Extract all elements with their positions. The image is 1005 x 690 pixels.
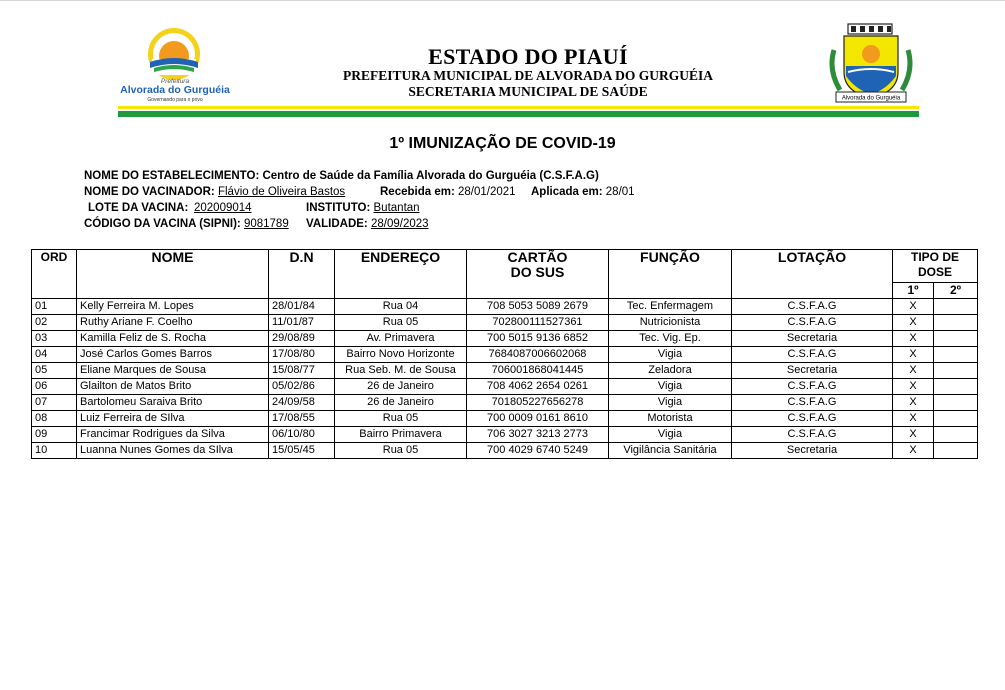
logo-city-text: Alvorada do Gurguéia <box>120 84 230 96</box>
cell-cartao: 708 5053 5089 2679 <box>467 299 609 315</box>
cell-nome: José Carlos Gomes Barros <box>77 347 269 363</box>
cell-dn: 17/08/55 <box>269 411 335 427</box>
state-title: ESTADO DO PIAUÍ <box>428 44 628 69</box>
cell-dn: 24/09/58 <box>269 395 335 411</box>
cell-funcao: Vigia <box>609 395 732 411</box>
header-endereco: ENDEREÇO <box>335 250 467 299</box>
cell-endereco: Rua Seb. M. de Sousa <box>335 363 467 379</box>
cell-nome: Francimar Rodrigues da Silva <box>77 427 269 443</box>
cell-cartao: 700 0009 0161 8610 <box>467 411 609 427</box>
cell-funcao: Zeladora <box>609 363 732 379</box>
header-dose-2: 2º <box>934 283 978 299</box>
table-row <box>32 443 978 459</box>
vacinador-label: NOME DO VACINADOR: <box>84 186 215 198</box>
cell-dose-1: X <box>893 379 934 395</box>
page-top-border <box>0 0 1005 1</box>
cell-dose-1: X <box>893 347 934 363</box>
validade-value: 28/09/2023 <box>370 218 429 230</box>
cell-funcao: Vigia <box>609 427 732 443</box>
cell-dose-1: X <box>893 411 934 427</box>
cell-lotacao: C.S.F.A.G <box>732 315 893 331</box>
cell-ord: 09 <box>32 427 77 443</box>
cell-ord: 10 <box>32 443 77 459</box>
cell-ord: 05 <box>32 363 77 379</box>
cell-dn: 17/08/80 <box>269 347 335 363</box>
header-dose-1: 1º <box>893 283 934 299</box>
header-funcao: FUNÇÃO <box>609 250 732 299</box>
cell-ord: 02 <box>32 315 77 331</box>
header-tipo-line1: TIPO DE <box>911 250 960 264</box>
table-row <box>32 363 978 379</box>
instituto-label: INSTITUTO: <box>306 202 371 214</box>
info-estabelecimento <box>84 170 599 182</box>
cell-nome: Eliane Marques de Sousa <box>77 363 269 379</box>
cell-dose-2 <box>934 299 978 315</box>
cell-dn: 29/08/89 <box>269 331 335 347</box>
cell-endereco: Rua 05 <box>335 315 467 331</box>
cell-nome: Luiz Ferreira de SIlva <box>77 411 269 427</box>
cell-dose-1: X <box>893 363 934 379</box>
vacinador-value: Flávio de Oliveira Bastos <box>217 186 346 198</box>
cell-endereco: Bairro Novo Horizonte <box>335 347 467 363</box>
table-row <box>32 395 978 411</box>
cell-cartao: 700 4029 6740 5249 <box>467 443 609 459</box>
header-tipo-dose <box>893 250 978 283</box>
header-cartao-line2: DO SUS <box>510 264 565 280</box>
cell-endereco: Av. Primavera <box>335 331 467 347</box>
cell-funcao: Tec. Enfermagem <box>609 299 732 315</box>
cell-funcao: Vigia <box>609 379 732 395</box>
cell-lotacao: Secretaria <box>732 443 893 459</box>
cell-dn: 06/10/80 <box>269 427 335 443</box>
cell-dose-2 <box>934 315 978 331</box>
logo-prefeitura-text: Prefeitura <box>160 78 190 85</box>
cell-ord: 01 <box>32 299 77 315</box>
cell-endereco: Rua 04 <box>335 299 467 315</box>
lote-label: LOTE DA VACINA: <box>88 202 189 214</box>
cell-cartao: 700 5015 9136 6852 <box>467 331 609 347</box>
cell-lotacao: C.S.F.A.G <box>732 395 893 411</box>
cell-dose-2 <box>934 379 978 395</box>
codigo-label: CÓDIGO DA VACINA (SIPNI): <box>84 218 241 230</box>
info-aplicada <box>531 186 635 198</box>
info-recebida <box>380 186 516 198</box>
aplicada-label: Aplicada em: <box>531 186 603 198</box>
cell-lotacao: C.S.F.A.G <box>732 427 893 443</box>
recebida-label: Recebida em: <box>380 186 455 198</box>
table-row <box>32 347 978 363</box>
cell-endereco: 26 de Janeiro <box>335 395 467 411</box>
cell-funcao: Vigilância Sanitária <box>609 443 732 459</box>
cell-ord: 03 <box>32 331 77 347</box>
cell-dose-2 <box>934 331 978 347</box>
cell-dose-2 <box>934 363 978 379</box>
table-body <box>32 299 978 459</box>
table-row <box>32 315 978 331</box>
cell-dose-2 <box>934 395 978 411</box>
cell-dose-2 <box>934 347 978 363</box>
header-lotacao: LOTAÇÃO <box>732 250 893 299</box>
cell-funcao: Motorista <box>609 411 732 427</box>
info-vacinador <box>84 186 345 198</box>
prefeitura-title: PREFEITURA MUNICIPAL DE ALVORADA DO GURGUÉIA <box>343 68 713 83</box>
cell-cartao: 706001868041445 <box>467 363 609 379</box>
coat-of-arms-city-text: Alvorada do Gurguéia <box>841 95 901 102</box>
info-instituto <box>306 202 420 214</box>
cell-ord: 07 <box>32 395 77 411</box>
header-green-stripe <box>118 111 919 117</box>
cell-dose-1: X <box>893 443 934 459</box>
cell-dn: 11/01/87 <box>269 315 335 331</box>
table-row <box>32 331 978 347</box>
cell-nome: Luanna Nunes Gomes da SIlva <box>77 443 269 459</box>
estabelecimento-value: Centro de Saúde da Família Alvorada do Gurguéia (C.S.F.A.G) <box>262 170 599 182</box>
validade-label: VALIDADE: <box>306 218 368 230</box>
logo-slogan-text: Governando para o povo <box>147 97 203 103</box>
cell-dn: 15/05/45 <box>269 443 335 459</box>
cell-lotacao: Secretaria <box>732 363 893 379</box>
cell-nome: Kamilla Feliz de S. Rocha <box>77 331 269 347</box>
instituto-value: Butantan <box>373 202 420 214</box>
cell-dose-1: X <box>893 331 934 347</box>
cell-dn: 15/08/77 <box>269 363 335 379</box>
cell-endereco: 26 de Janeiro <box>335 379 467 395</box>
cell-endereco: Bairro Primavera <box>335 427 467 443</box>
cell-lotacao: C.S.F.A.G <box>732 347 893 363</box>
header-ord: ORD <box>32 250 77 299</box>
cell-ord: 04 <box>32 347 77 363</box>
cell-ord: 08 <box>32 411 77 427</box>
table-row <box>32 427 978 443</box>
cell-dose-1: X <box>893 427 934 443</box>
header-yellow-stripe <box>118 106 919 109</box>
header-cartao <box>467 250 609 299</box>
cell-lotacao: C.S.F.A.G <box>732 411 893 427</box>
immunization-table <box>31 249 978 459</box>
cell-cartao: 702800111527361 <box>467 315 609 331</box>
info-validade <box>306 218 429 230</box>
cell-cartao: 708 4062 2654 0261 <box>467 379 609 395</box>
cell-dose-1: X <box>893 315 934 331</box>
cell-lotacao: C.S.F.A.G <box>732 379 893 395</box>
cell-cartao: 706 3027 3213 2773 <box>467 427 609 443</box>
municipal-coat-of-arms <box>826 20 916 108</box>
cell-lotacao: Secretaria <box>732 331 893 347</box>
cell-dose-2 <box>934 443 978 459</box>
cell-ord: 06 <box>32 379 77 395</box>
cell-dn: 05/02/86 <box>269 379 335 395</box>
recebida-value: 28/01/2021 <box>457 186 516 198</box>
cell-endereco: Rua 05 <box>335 443 467 459</box>
cell-dose-2 <box>934 427 978 443</box>
lote-value: 202009014 <box>194 202 252 214</box>
cell-nome: Ruthy Ariane F. Coelho <box>77 315 269 331</box>
codigo-value: 9081789 <box>243 218 289 230</box>
cell-funcao: Nutricionista <box>609 315 732 331</box>
cell-nome: Glailton de Matos Brito <box>77 379 269 395</box>
cell-lotacao: C.S.F.A.G <box>732 299 893 315</box>
header-tipo-line2: DOSE <box>918 265 953 279</box>
info-codigo <box>84 218 289 230</box>
header-dn: D.N <box>269 250 335 299</box>
info-lote-value-wrap <box>194 202 252 214</box>
table-row <box>32 411 978 427</box>
table-row <box>32 299 978 315</box>
cell-endereco: Rua 05 <box>335 411 467 427</box>
cell-nome: Kelly Ferreira M. Lopes <box>77 299 269 315</box>
cell-funcao: Tec. Vig. Ep. <box>609 331 732 347</box>
cell-cartao: 701805227656278 <box>467 395 609 411</box>
cell-dn: 28/01/84 <box>269 299 335 315</box>
document-title: 1º IMUNIZAÇÃO DE COVID-19 <box>389 135 616 152</box>
cell-funcao: Vigia <box>609 347 732 363</box>
info-lote <box>88 202 188 214</box>
cell-nome: Bartolomeu Saraiva Brito <box>77 395 269 411</box>
aplicada-value: 28/01 <box>605 186 635 198</box>
header-nome: NOME <box>77 250 269 299</box>
cell-dose-1: X <box>893 299 934 315</box>
cell-dose-1: X <box>893 395 934 411</box>
table-row <box>32 379 978 395</box>
prefeitura-logo <box>112 26 238 106</box>
cell-cartao: 7684087006602068 <box>467 347 609 363</box>
estabelecimento-label: NOME DO ESTABELECIMENTO: <box>84 170 260 182</box>
header-cartao-line1: CARTÃO <box>507 249 568 265</box>
cell-dose-2 <box>934 411 978 427</box>
secretaria-title: SECRETARIA MUNICIPAL DE SAÚDE <box>408 84 648 99</box>
